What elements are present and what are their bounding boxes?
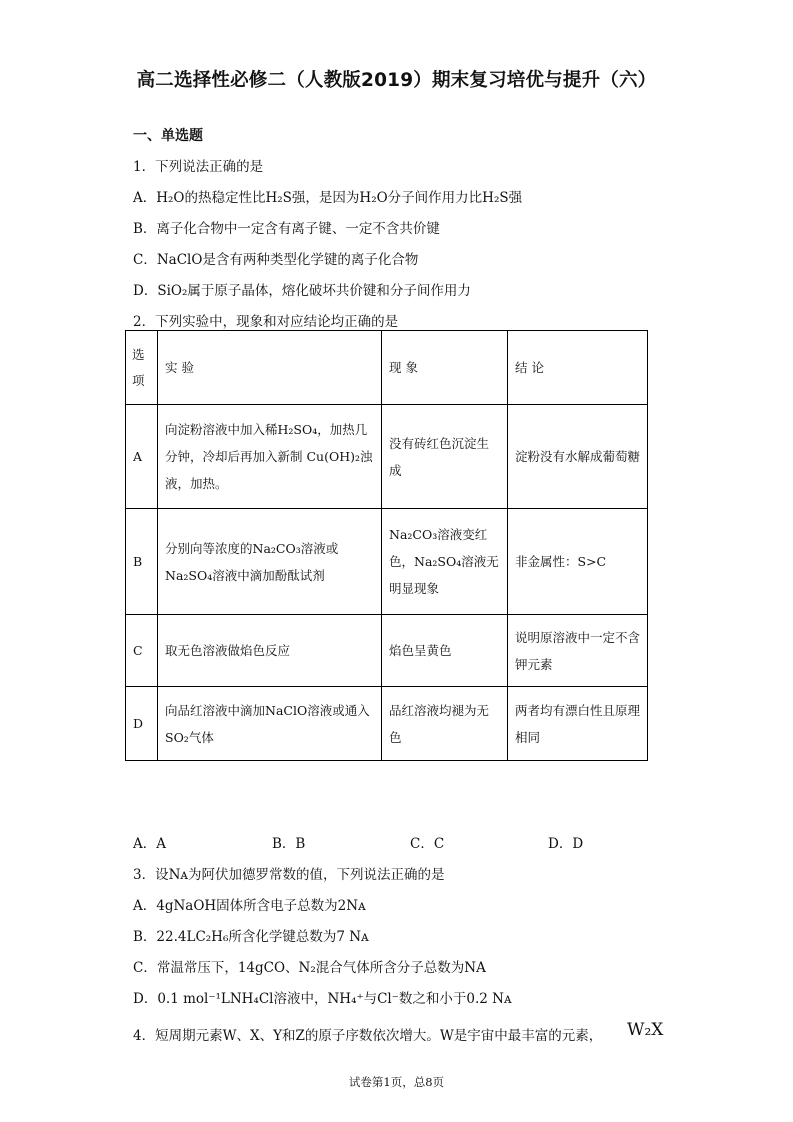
table-header-conclusion: 结 论 [508,331,648,405]
table-cell: 分别向等浓度的Na₂CO₃溶液或Na₂SO₄溶液中滴加酚酞试剂 [158,509,382,615]
q3-stem: 3．设Nᴀ为阿伏加德罗常数的值，下列说法正确的是 [133,867,445,883]
q1-option-a: A．H₂O的热稳定性比H₂S强，是因为H₂O分子间作用力比H₂S强 [133,190,523,206]
experiment-table [125,330,648,761]
table-cell: 两者均有漂白性且原理相同 [508,687,648,761]
q4-stem: 4．短周期元素W、X、Y和Z的原子序数依次增大。W是宇宙中最丰富的元素， [133,1028,603,1044]
table-cell: 非金属性：S>C [508,509,648,615]
q1-option-d: D．SiO₂属于原子晶体，熔化破坏共价键和分子间作用力 [133,283,471,299]
q3-option-d: D．0.1 mol⁻¹LNH₄Cl溶液中，NH₄⁺与Cl⁻数之和小于0.2 Nᴀ [133,991,512,1007]
table-cell: 取无色溶液做焰色反应 [158,615,382,687]
q1-option-b: B．离子化合物中一定含有离子键、一定不含共价键 [133,221,440,237]
table-cell: 说明原溶液中一定不含钾元素 [508,615,648,687]
q4-formula: W₂X [627,1020,664,1040]
q2-answer-d: D．D [548,836,584,852]
q1-option-c: C．NaClO是含有两种类型化学键的离子化合物 [133,252,419,268]
table-header-row [126,331,648,405]
q2-answer-c: C．C [410,836,445,852]
table-cell: 没有砖红色沉淀生成 [382,405,508,509]
table-cell: 焰色呈黄色 [382,615,508,687]
document-title: 高二选择性必修二（人教版2019）期末复习培优与提升（六） [136,70,657,91]
table-cell: Na₂CO₃溶液变红色，Na₂SO₄溶液无明显现象 [382,509,508,615]
table-cell: 向品红溶液中滴加NaClO溶液或通入SO₂气体 [158,687,382,761]
table-cell: B [126,509,158,615]
q3-option-a: A．4gNaOH固体所含电子总数为2Nᴀ [133,898,366,914]
table-cell: A [126,405,158,509]
table-cell: 品红溶液均褪为无色 [382,687,508,761]
table-cell: 向淀粉溶液中加入稀H₂SO₄，加热几分钟，冷却后再加入新制 Cu(OH)₂浊液，加热。 [158,405,382,509]
table-row [126,687,648,761]
q3-option-b: B．22.4LC₂H₆所含化学键总数为7 Nᴀ [133,929,369,945]
table-header-experiment: 实 验 [158,331,382,405]
table-cell: D [126,687,158,761]
table-row [126,405,648,509]
q2-answer-b: B．B [272,836,306,852]
table-header-option: 选项 [126,331,158,405]
table-row [126,615,648,687]
q2-stem: 2．下列实验中，现象和对应结论均正确的是 [133,314,399,330]
q2-answer-a: A．A [133,836,166,852]
table-cell: C [126,615,158,687]
section-heading: 一、单选题 [133,128,203,144]
q3-option-c: C．常温常压下，14gCO、N₂混合气体所含分子总数为NA [133,960,486,976]
q1-stem: 1．下列说法正确的是 [133,159,264,175]
table-cell: 淀粉没有水解成葡萄糖 [508,405,648,509]
table-row [126,509,648,615]
table-header-phenomenon: 现 象 [382,331,508,405]
page-footer: 试卷第1页，总8页 [348,1075,445,1089]
